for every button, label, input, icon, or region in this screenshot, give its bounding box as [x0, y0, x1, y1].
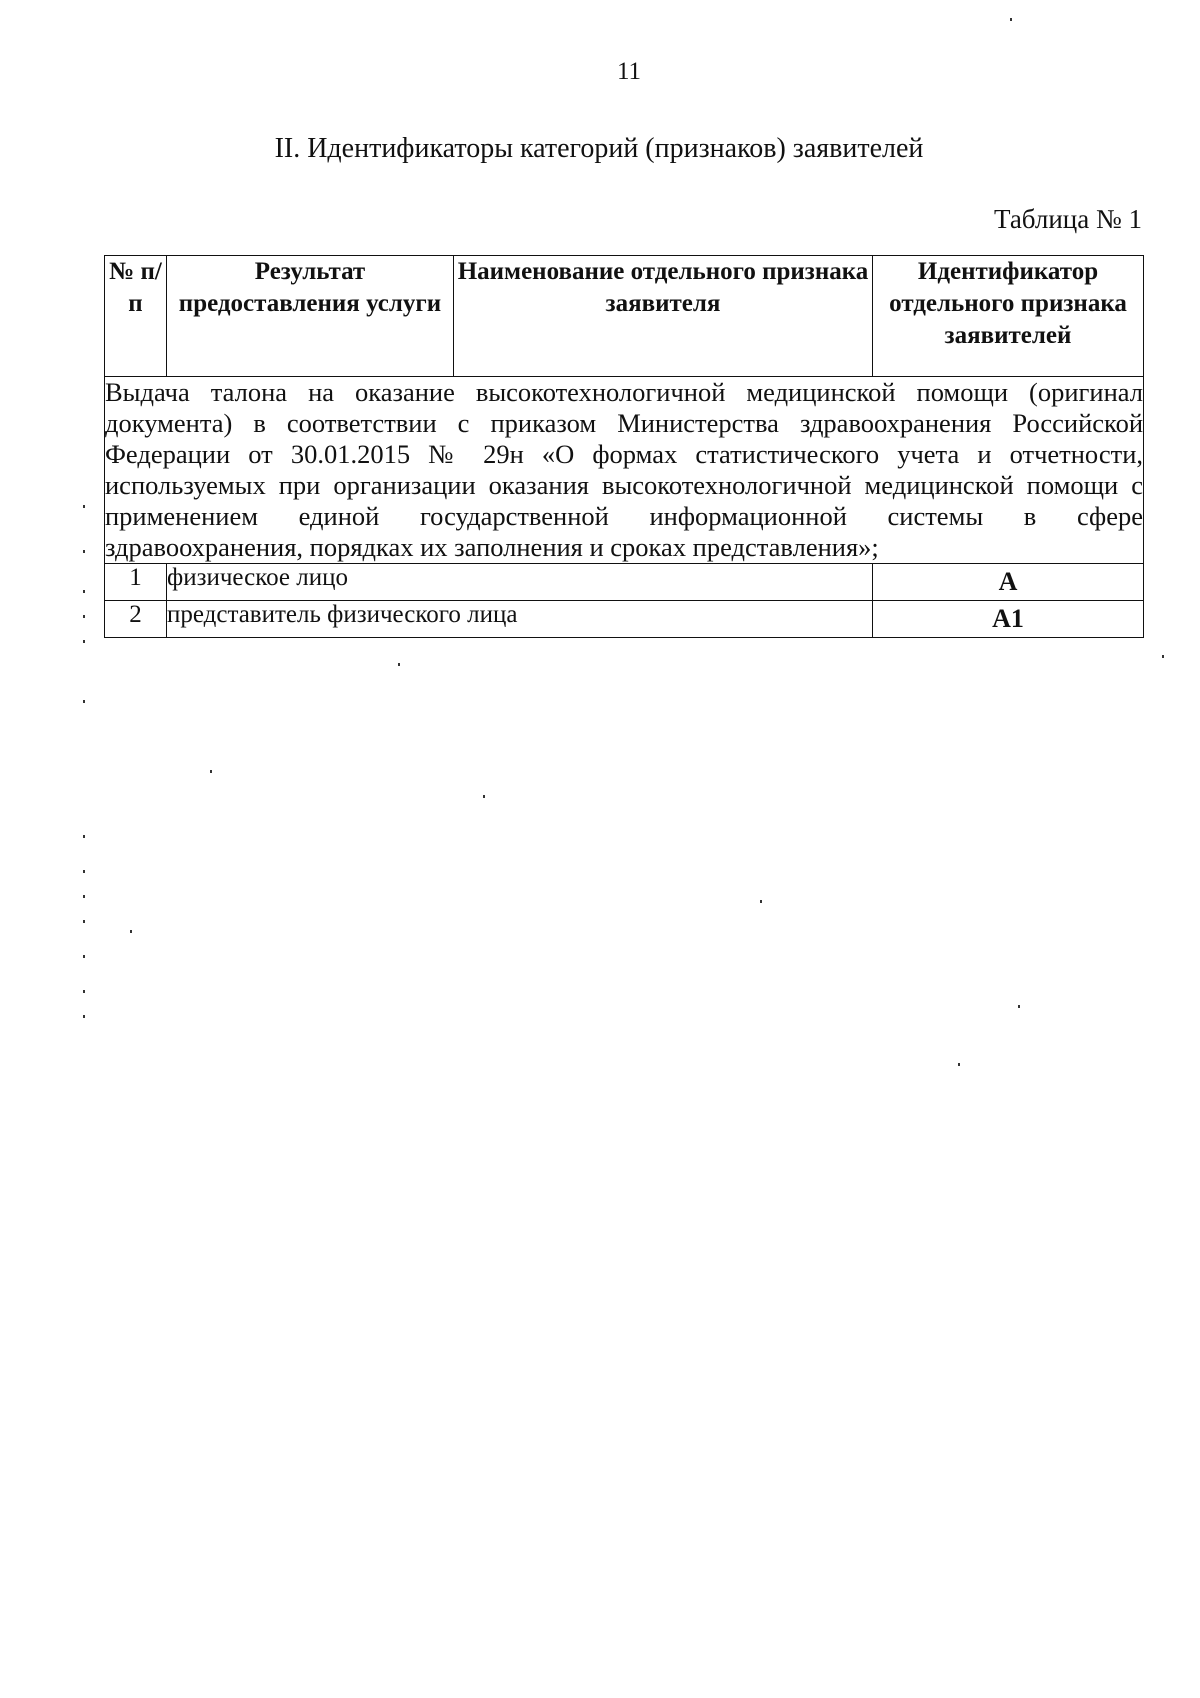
scan-speck [130, 930, 132, 933]
scan-speck [83, 990, 85, 993]
row-num: 1 [105, 564, 167, 601]
scan-speck [760, 900, 762, 903]
scan-speck [83, 615, 85, 618]
scan-speck [83, 955, 85, 958]
row-code: А1 [873, 601, 1144, 638]
scan-speck [210, 770, 212, 773]
scan-speck [83, 590, 85, 593]
scan-speck [83, 640, 85, 643]
description-row [105, 377, 1144, 564]
row-label: представитель физического лица [167, 601, 873, 638]
row-code: А [873, 564, 1144, 601]
scan-speck [1162, 655, 1164, 658]
header-name: Наименование отдельного признака заявителя [454, 256, 873, 377]
page-number: 11 [616, 58, 642, 85]
scan-speck [958, 1063, 960, 1066]
scan-speck [83, 870, 85, 873]
header-result: Результат предоставления услуги [167, 256, 454, 377]
applicant-identifiers-table [104, 255, 1144, 638]
scan-speck [1010, 18, 1012, 21]
scan-speck [83, 550, 85, 553]
table-header-row [105, 256, 1144, 377]
table-caption: Таблица № 1 [994, 204, 1142, 234]
table-row [105, 564, 1144, 601]
scan-speck [83, 700, 85, 703]
scan-speck [483, 795, 485, 798]
row-num: 2 [105, 601, 167, 638]
row-label: физическое лицо [167, 564, 873, 601]
section-title: II. Идентификаторы категорий (признаков) заявителей [274, 133, 924, 164]
scan-speck [83, 835, 85, 838]
header-num: № п/п [105, 256, 167, 377]
scan-speck [398, 663, 400, 666]
scan-speck [83, 505, 85, 508]
scan-speck [83, 895, 85, 898]
scan-speck [83, 1015, 85, 1018]
scan-speck [83, 920, 85, 923]
scan-speck [1018, 1005, 1020, 1008]
header-identifier: Идентификатор отдельного признака заявителей [873, 256, 1144, 377]
table-row [105, 601, 1144, 638]
service-description: Выдача талона на оказание высокотехнологичной медицинской помощи (оригинал документа) в соответствии с приказом Министерства здравоохранения Российской Федерации от 30.01.2015 № 29н «О формах статистического учета и отчетности, используемых при организации оказания высокотехнологичной медицинской помощи с применением единой государственной информационной системы в сфере здравоохранения, порядках их заполнения и сроках представления»; [105, 377, 1143, 562]
